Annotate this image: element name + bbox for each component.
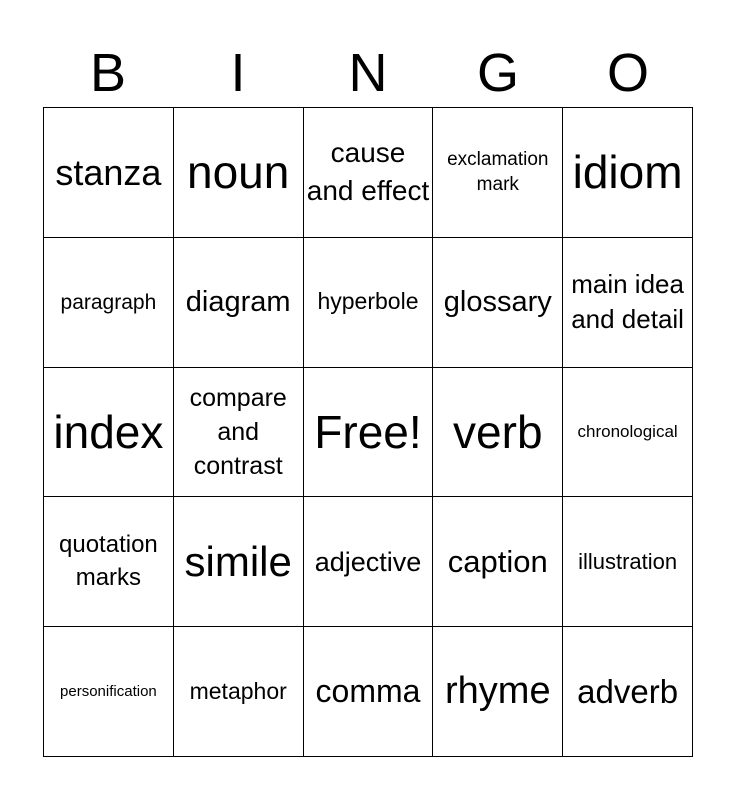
bingo-cell[interactable]	[433, 108, 563, 238]
cell-text: exclamation mark	[447, 148, 549, 196]
bingo-cell[interactable]	[563, 627, 693, 757]
cell-text: adverb	[577, 672, 679, 710]
bingo-cell[interactable]	[433, 627, 563, 757]
bingo-cell[interactable]	[304, 627, 434, 757]
cell-text: idiom	[572, 146, 683, 199]
bingo-cell[interactable]	[563, 238, 693, 368]
header-letter-b: B	[89, 43, 127, 103]
cell-text: Free!	[314, 405, 422, 458]
cell-text: verb	[453, 405, 543, 458]
cell-text: paragraph	[60, 290, 157, 314]
bingo-cell[interactable]	[174, 627, 304, 757]
bingo-header	[43, 40, 693, 106]
header-letter-n: N	[348, 43, 388, 103]
bingo-cell[interactable]	[44, 108, 174, 238]
cell-text: compare and contrast	[189, 383, 287, 480]
bingo-cell[interactable]	[174, 497, 304, 627]
cell-text: index	[53, 405, 164, 458]
cell-text: quotation marks	[59, 531, 158, 591]
header-letter-o: O	[606, 43, 649, 103]
bingo-cell[interactable]	[174, 108, 304, 238]
bingo-cell[interactable]	[44, 627, 174, 757]
bingo-cell[interactable]	[44, 238, 174, 368]
header-letter-g: G	[476, 43, 519, 103]
cell-text: adjective	[314, 546, 422, 577]
bingo-cell[interactable]	[304, 238, 434, 368]
free-space-cell[interactable]	[304, 368, 434, 498]
cell-text: chronological	[577, 421, 678, 441]
bingo-cell[interactable]	[44, 497, 174, 627]
bingo-cell[interactable]	[174, 368, 304, 498]
cell-text: main idea and detail	[571, 268, 684, 335]
cell-text: rhyme	[445, 669, 551, 712]
header-letter-i: I	[230, 43, 246, 103]
cell-text: illustration	[578, 548, 678, 574]
cell-text: diagram	[185, 285, 291, 318]
bingo-cell[interactable]	[563, 497, 693, 627]
bingo-cell[interactable]	[44, 368, 174, 498]
bingo-cell[interactable]	[433, 368, 563, 498]
cell-text: stanza	[55, 151, 162, 193]
bingo-cell[interactable]	[433, 238, 563, 368]
bingo-cell[interactable]	[563, 368, 693, 498]
cell-text: metaphor	[189, 677, 287, 704]
cell-text: glossary	[443, 285, 552, 318]
cell-text: comma	[315, 673, 421, 710]
bingo-cell[interactable]	[563, 108, 693, 238]
bingo-cell[interactable]	[433, 497, 563, 627]
bingo-cell[interactable]	[174, 238, 304, 368]
bingo-board	[43, 107, 693, 757]
cell-text: hyperbole	[317, 288, 419, 315]
bingo-cell[interactable]	[304, 108, 434, 238]
cell-text: simile	[184, 537, 292, 585]
cell-text: noun	[187, 146, 290, 199]
bingo-cell[interactable]	[304, 497, 434, 627]
cell-text: cause and effect	[306, 137, 430, 207]
cell-text: caption	[447, 544, 548, 580]
cell-text: personification	[60, 682, 157, 700]
